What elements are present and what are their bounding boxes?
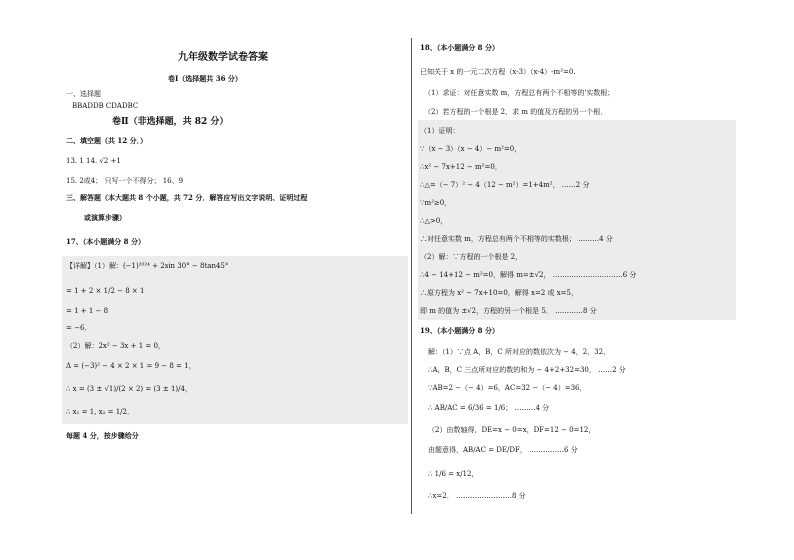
q18-answer-7: ∴对任意实数 m，方程总有两个不相等的实数根； ………4 分 bbox=[420, 235, 613, 243]
q18-answer-2: ∵（x − 3）（x − 4）− m²=0， bbox=[420, 145, 522, 153]
section1-answers: BBADDB CDADBC bbox=[72, 102, 139, 110]
q18-answer-6: ∴△>0， bbox=[420, 217, 448, 225]
q17-line-7: ∴ x = (3 ± √1)/(2 × 2) = (3 ± 1)/4， bbox=[66, 385, 192, 393]
q17-line-2: = 1 + 2 × 1/2 − 8 × 1 bbox=[66, 287, 145, 295]
q17-line-8: ∴ x₁ = 1, x₂ = 1/2． bbox=[66, 408, 134, 416]
q18-answer-4: ∴△=（− 7）² − 4（12 − m²）=1+4m²， ……2 分 bbox=[420, 181, 590, 189]
q18-answer-10: ∴原方程为 x² − 7x+10=0，解得 x=2 或 x=5， bbox=[420, 289, 578, 297]
q18-answer-5: ∵m²≥0， bbox=[420, 199, 452, 207]
q19-answer-2: ∴A，B，C 三点所对应的数的和为 − 4+2+32=30， ……2 分 bbox=[428, 366, 626, 374]
q19-heading: 19、（本小题满分 8 分） bbox=[420, 326, 499, 335]
section3-heading-cont: 或演算步骤） bbox=[84, 213, 126, 222]
section1-heading: 一、选择题 bbox=[66, 90, 101, 98]
q18-answer-3: ∴x² − 7x+12 − m²=0， bbox=[420, 163, 502, 171]
q18-answer-8: （2）解：∵方程的一个根是 2， bbox=[420, 253, 523, 261]
q19-answer-7: ∴ 1/6 = x/12， bbox=[428, 470, 479, 478]
q17-line-5: （2）解：2x² − 3x + 1 = 0， bbox=[66, 342, 165, 350]
q17-solution-box bbox=[62, 256, 408, 424]
q17-line-1: 【详解】（1）解：(−1)²⁰²⁴ + 2sin 30° − 8tan45° bbox=[66, 262, 229, 270]
q18-answer-1: （1）证明： bbox=[420, 127, 460, 135]
part2-heading: 卷Ⅱ（非选择题，共 82 分） bbox=[112, 117, 229, 127]
section2-heading: 二、填空题（共 12 分．） bbox=[66, 136, 148, 145]
q17-line-4: = −6． bbox=[66, 324, 92, 332]
page-title: 九年级数学试卷答案 bbox=[178, 52, 268, 63]
q18-part-1: （1）求证：对任意实数 m，方程总有两个不相等的'实数根； bbox=[424, 89, 615, 97]
q18-heading: 18、（本小题满分 8 分） bbox=[420, 43, 499, 52]
fill-answers-13-14: 13. 1 14. √2 +1 bbox=[66, 157, 121, 165]
fill-answers-15-16: 15. 2或4； 只写一个不得分； 16、9 bbox=[66, 177, 184, 185]
q19-answer-3: ∵AB=2 −（− 4）=6，AC=32 −（− 4）=36， bbox=[428, 384, 587, 392]
q19-answer-8: ∴x=2． ……………………8 分 bbox=[428, 492, 526, 500]
q19-answer-1: 解：（1）∵点 A，B，C 所对应的数依次为 − 4，2，32， bbox=[428, 348, 611, 356]
q17-scoring-note: 每题 4 分，按步骤给分 bbox=[66, 431, 139, 440]
q19-answer-4: ∴ AB/AC = 6/36 = 1/6； ………4 分 bbox=[428, 404, 550, 412]
q18-answer-9: ∴4 − 14+12 − m²=0，解得 m=±√2， …………………………6 分 bbox=[420, 271, 637, 279]
q17-line-6: Δ = (−3)² − 4 × 2 × 1 = 9 − 8 = 1， bbox=[66, 362, 196, 370]
q17-heading: 17、（本小题满分 8 分） bbox=[66, 237, 145, 246]
part1-heading: 卷Ⅰ（选择题共 36 分） bbox=[168, 74, 242, 83]
q17-line-3: = 1 + 1 − 8 bbox=[66, 307, 109, 315]
column-divider bbox=[411, 38, 412, 514]
q19-answer-6: 由题意得，AB/AC = DE/DF， ……………6 分 bbox=[428, 446, 578, 454]
q18-stem: 已知关于 x 的一元二次方程（x-3）（x-4）-m²=0. bbox=[420, 68, 576, 76]
q18-part-2: （2）若方程的一个根是 2，求 m 的值及方程的另一个根． bbox=[424, 108, 608, 116]
q18-answer-11: 即 m 的值为 ±√2，方程的另一个根是 5． …………8 分 bbox=[420, 307, 597, 315]
section3-heading: 三、解答题（本大题共 8 个小题，共 72 分．解答应写出文字说明、证明过程 bbox=[66, 193, 308, 202]
q19-answer-5: （2）由数轴得，DE=x − 0=x，DF=12 − 0=12， bbox=[428, 426, 596, 434]
